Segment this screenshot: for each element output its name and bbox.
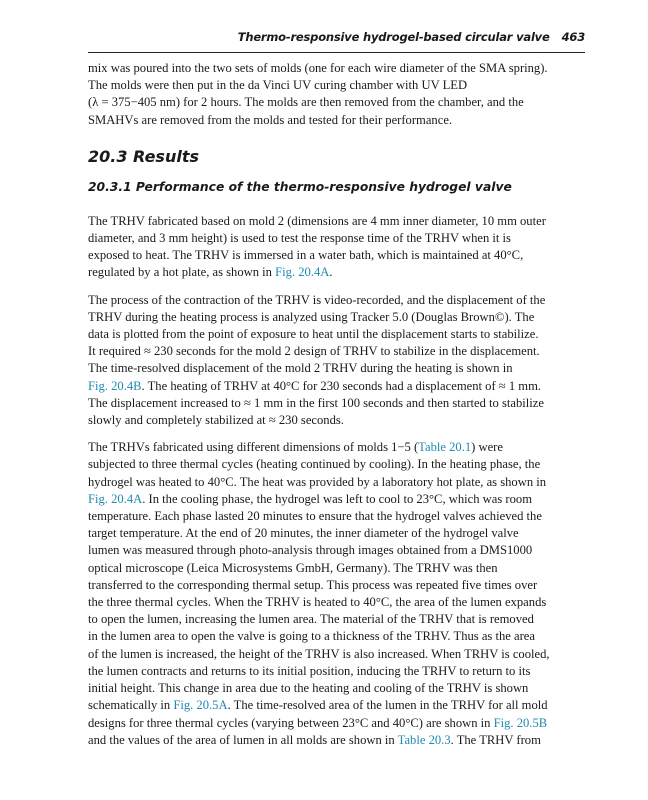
paragraph-response-time (88, 213, 585, 282)
paragraph-displacement (88, 292, 585, 430)
intro-paragraph (88, 60, 585, 129)
text-line (88, 264, 585, 281)
text-run: schematically in (88, 698, 174, 713)
running-title: Thermo-responsive hydrogel-based circular valve (237, 30, 550, 44)
text-line: TRHV during the heating process is analyzed using Tracker 5.0 (Douglas Brown©). The (88, 309, 535, 324)
figure-link-20-5b[interactable]: Fig. 20.5B (493, 715, 548, 730)
text-run: The TRHVs fabricated using different dimensions of molds 1−5 ( (88, 440, 419, 455)
page-number: 463 (561, 30, 585, 44)
text-line: optical microscope (Leica Microsystems GmbH, Germany). The TRHV was then (88, 560, 498, 575)
running-header (88, 30, 585, 53)
figure-link-20-4a[interactable]: Fig. 20.4A (88, 491, 143, 506)
text-run: regulated by a hot plate, as shown in (88, 265, 276, 280)
text-line: The molds were then put in the da Vinci UV curing chamber with UV LED (88, 78, 468, 93)
text-line (88, 697, 585, 714)
text-line: It required ≈ 230 seconds for the mold 2 design of TRHV to stabilize in the displacement. (88, 344, 540, 359)
text-line: (λ = 375−405 nm) for 2 hours. The molds are then removed from the chamber, and the (88, 95, 524, 110)
text-line: subjected to three thermal cycles (heating continued by cooling). In the heating phase, the (88, 457, 541, 472)
page-body (88, 60, 585, 759)
text-line: exposed to heat. The TRHV is immersed in a water bath, which is maintained at 40°C, (88, 248, 524, 263)
text-line: slowly and completely stabilized at ≈ 230 seconds. (88, 413, 344, 428)
text-run: . In the cooling phase, the hydrogel was left to cool to 23°C, which was room (142, 491, 533, 506)
text-line: hydrogel was heated to 40°C. The heat was provided by a laboratory hot plate, as shown in (88, 474, 547, 489)
text-line: SMAHVs are removed from the molds and tested for their performance. (88, 112, 453, 127)
text-line (88, 732, 585, 749)
text-line: the lumen contracts and returns to its initial position, inducing the TRHV to return to its (88, 663, 531, 678)
text-run: . The time-resolved area of the lumen in the TRHV for all mold (227, 698, 548, 713)
text-line: The process of the contraction of the TRHV is video-recorded, and the displacement of the (88, 292, 546, 307)
text-line: transferred to the corresponding thermal setup. This process was repeated five times over (88, 577, 538, 592)
text-line: data is plotted from the point of exposure to heat until the displacement starts to stabilize. (88, 327, 539, 342)
text-run: . (329, 265, 333, 280)
section-heading: 20.3 Results (88, 146, 199, 166)
figure-link-20-4b[interactable]: Fig. 20.4B (88, 378, 142, 393)
text-line: initial height. This change in area due to the heating and cooling of the TRHV is shown (88, 681, 529, 696)
text-line: to open the lumen, increasing the lumen area. The material of the TRHV that is removed (88, 612, 534, 627)
text-line (88, 439, 585, 456)
text-line: lumen was measured through photo-analysis through images obtained from a DMS1000 (88, 543, 533, 558)
text-line: The time-resolved displacement of the mold 2 TRHV during the heating is shown in (88, 361, 513, 376)
text-line: The displacement increased to ≈ 1 mm in the first 100 seconds and then started to stabilize (88, 395, 544, 410)
text-line: The TRHV fabricated based on mold 2 (dimensions are 4 mm inner diameter, 10 mm outer (88, 213, 546, 228)
text-line: of the lumen is increased, the height of the TRHV is also increased. When TRHV is cooled, (88, 646, 550, 661)
text-line: mix was poured into the two sets of molds (one for each wire diameter of the SMA spring). (88, 61, 548, 75)
paragraph-thermal-cycles (88, 439, 585, 749)
text-line: diameter, and 3 mm height) is used to test the response time of the TRHV when it is (88, 231, 511, 246)
text-line: the three thermal cycles. When the TRHV is heated to 40°C, the area of the lumen expands (88, 595, 547, 610)
text-run: . The TRHV from (450, 732, 541, 747)
text-line: target temperature. At the end of 20 minutes, the inner diameter of the hydrogel valve (88, 526, 519, 541)
subsection-heading: 20.3.1 Performance of the thermo-responsive hydrogel valve (88, 179, 512, 194)
text-run: ) were (471, 440, 503, 455)
table-link-20-3[interactable]: Table 20.3 (397, 732, 451, 747)
text-line (88, 378, 585, 395)
text-line (88, 715, 585, 732)
text-run: designs for three thermal cycles (varying between 23°C and 40°C) are shown in (88, 715, 494, 730)
text-line: temperature. Each phase lasted 20 minutes to ensure that the hydrogel valves achieved the (88, 509, 542, 524)
figure-link-20-5a[interactable]: Fig. 20.5A (173, 698, 228, 713)
text-line (88, 491, 585, 508)
text-run: . The heating of TRHV at 40°C for 230 seconds had a displacement of ≈ 1 mm. (141, 378, 542, 393)
text-line: in the lumen area to open the valve is going to a thickness of the TRHV. Thus as the area (88, 629, 535, 644)
table-link-20-1[interactable]: Table 20.1 (418, 440, 472, 455)
figure-link-20-4a[interactable]: Fig. 20.4A (275, 265, 330, 280)
text-run: and the values of the area of lumen in all molds are shown in (88, 732, 398, 747)
